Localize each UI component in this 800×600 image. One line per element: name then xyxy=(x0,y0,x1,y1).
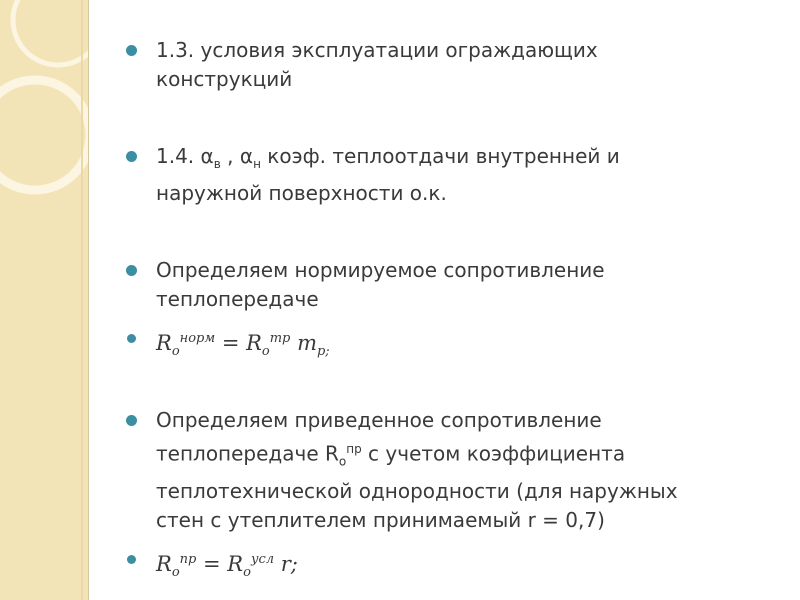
decorative-sidebar xyxy=(0,0,89,600)
text-line: конструкций xyxy=(156,67,293,91)
text-line: теплотехнической однородности (для наружных xyxy=(156,478,678,503)
bullet-item-4 xyxy=(122,406,782,535)
text-line: 1.4. $\alpha_в$ , $\alpha_н$ коэф. теплоотдачи внутренней и xyxy=(156,144,620,171)
bullet-marker xyxy=(126,45,137,56)
text-line: наружной поверхности о.к. xyxy=(156,181,447,205)
text-line: теплопередаче xyxy=(156,287,319,311)
slide-content xyxy=(122,30,782,587)
bullet-marker xyxy=(127,555,136,564)
formula-1: $R_о^{норм} = R_о^{тр}$ $m_{р;}$ xyxy=(122,324,782,366)
bullet-item-3 xyxy=(122,256,782,314)
bullet-marker xyxy=(127,334,136,343)
decorative-circles xyxy=(0,0,88,600)
bullet-item-1 xyxy=(122,36,782,94)
bullet-marker xyxy=(126,415,137,426)
text-line: стен с утеплителем принимаемый r = 0,7) xyxy=(156,507,605,532)
text-line: Определяем нормируемое сопротивление xyxy=(156,258,605,282)
text-line: Определяем приведенное сопротивление xyxy=(156,408,602,433)
text-line: 1.3. условия эксплуатации ограждающих xyxy=(156,38,598,62)
bullet-item-2 xyxy=(122,142,782,208)
text-line: теплопередаче $R_о^{пр}$ с учетом коэффициента xyxy=(156,441,626,469)
bullet-marker xyxy=(126,151,137,162)
formula-2: $R_о^{пр} = R_о^{усл}$ r; xyxy=(122,545,782,587)
bullet-marker xyxy=(126,265,137,276)
